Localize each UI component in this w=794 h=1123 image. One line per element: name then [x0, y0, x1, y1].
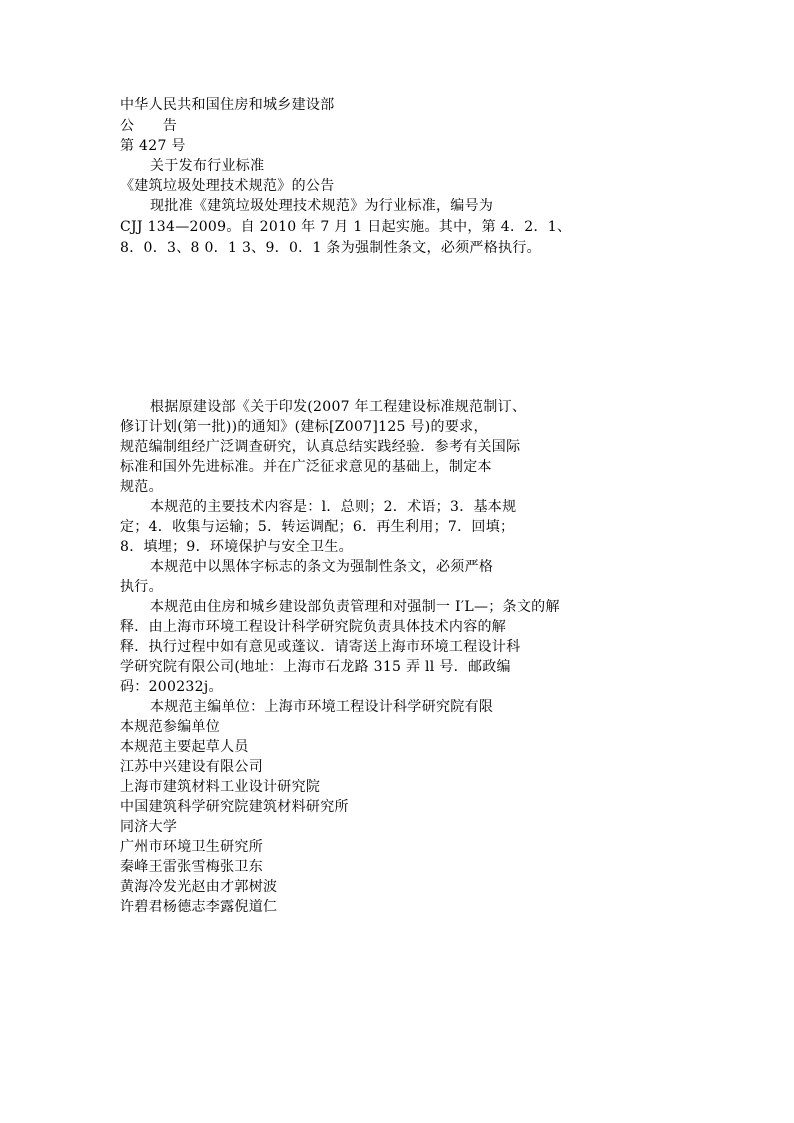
foreword-p4-line4: 学研究院有限公司(地址：上海市石龙路 315 弄 ll 号．邮政编	[120, 659, 511, 675]
foreword-p1-line5: 规范。	[120, 479, 163, 495]
participating-org-4: 同济大学	[120, 819, 178, 835]
foreword-p5-line1: 本规范主编单位：上海市环境工程设计科学研究院有限	[150, 699, 494, 715]
participating-units-label: 本规范参编单位	[120, 719, 221, 735]
foreword-p3-line1: 本规范中以黑体字标志的条文为强制性条文，必须严格	[150, 559, 494, 575]
foreword-p4-line1: 本规范由住房和城乡建设部负责管理和对强制一 I′L—；条文的解	[150, 599, 560, 615]
foreword-p1-line1: 根据原建设部《关于印发(2007 年工程建设标准规范制订、	[150, 399, 527, 415]
ministry-name: 中华人民共和国住房和城乡建设部	[120, 97, 335, 113]
drafter-names-3: 许碧君杨德志李露倪道仁	[120, 899, 278, 915]
notice-title-line1: 关于发布行业标准	[150, 158, 265, 174]
notice-body-line1: 现批准《建筑垃圾处理技术规范》为行业标准，编号为	[150, 198, 494, 214]
notice-body-line3: 8．0．3、8 0．1 3、9．0．1 条为强制性条文，必须严格执行。	[120, 240, 541, 256]
notice-body-line2: CJJ 134—2009。自 2010 年 7 月 1 日起实施。其中，第 4．2．1、	[120, 219, 572, 235]
foreword-p4-line3: 释．执行过程中如有意见或蓬议．请寄送上海市环境工程设计科	[120, 639, 521, 655]
participating-org-3: 中国建筑科学研究院建筑材料研究所	[120, 799, 349, 815]
drafter-names-2: 黄海冷发光赵由才郭树波	[120, 879, 278, 895]
foreword-p1-line4: 标准和国外先进标准。并在广泛征求意见的基础上，制定本	[120, 459, 492, 475]
notice-title-line2: 《建筑垃圾处理技术规范》的公告	[120, 178, 335, 194]
announcement-number: 第 427 号	[120, 138, 186, 154]
foreword-p2-line2: 定；4．收集与运输；5．转运调配；6．再生利用；7．回填；	[120, 519, 515, 535]
foreword-p1-line3: 规范编制组经广泛调查研究，认真总结实践经验．参考有关国际	[120, 439, 521, 455]
main-drafters-label: 本规范主要起草人员	[120, 739, 249, 755]
participating-org-5: 广州市环境卫生研究所	[120, 839, 263, 855]
drafter-names-1: 秦峰王雷张雪梅张卫东	[120, 859, 263, 875]
foreword-p2-line1: 本规范的主要技术内容是：l．总则；2．术语；3．基本规	[150, 499, 517, 515]
foreword-p4-line2: 释．由上海市环境工程设计科学研究院负责具体技术内容的解	[120, 619, 507, 635]
participating-org-2: 上海市建筑材料工业设计研究院	[120, 779, 321, 795]
foreword-p1-line2: 修订计划(第一批))的通知》(建标[Z007]125 号)的要求，	[120, 419, 488, 435]
foreword-p3-line2: 执行。	[120, 579, 163, 595]
foreword-p2-line3: 8．填埋；9．环境保护与安全卫生。	[120, 539, 353, 555]
foreword-p4-line5: 码：200232j。	[120, 679, 223, 695]
announcement-heading: 公 告	[120, 118, 178, 134]
participating-org-1: 江苏中兴建设有限公司	[120, 759, 263, 775]
